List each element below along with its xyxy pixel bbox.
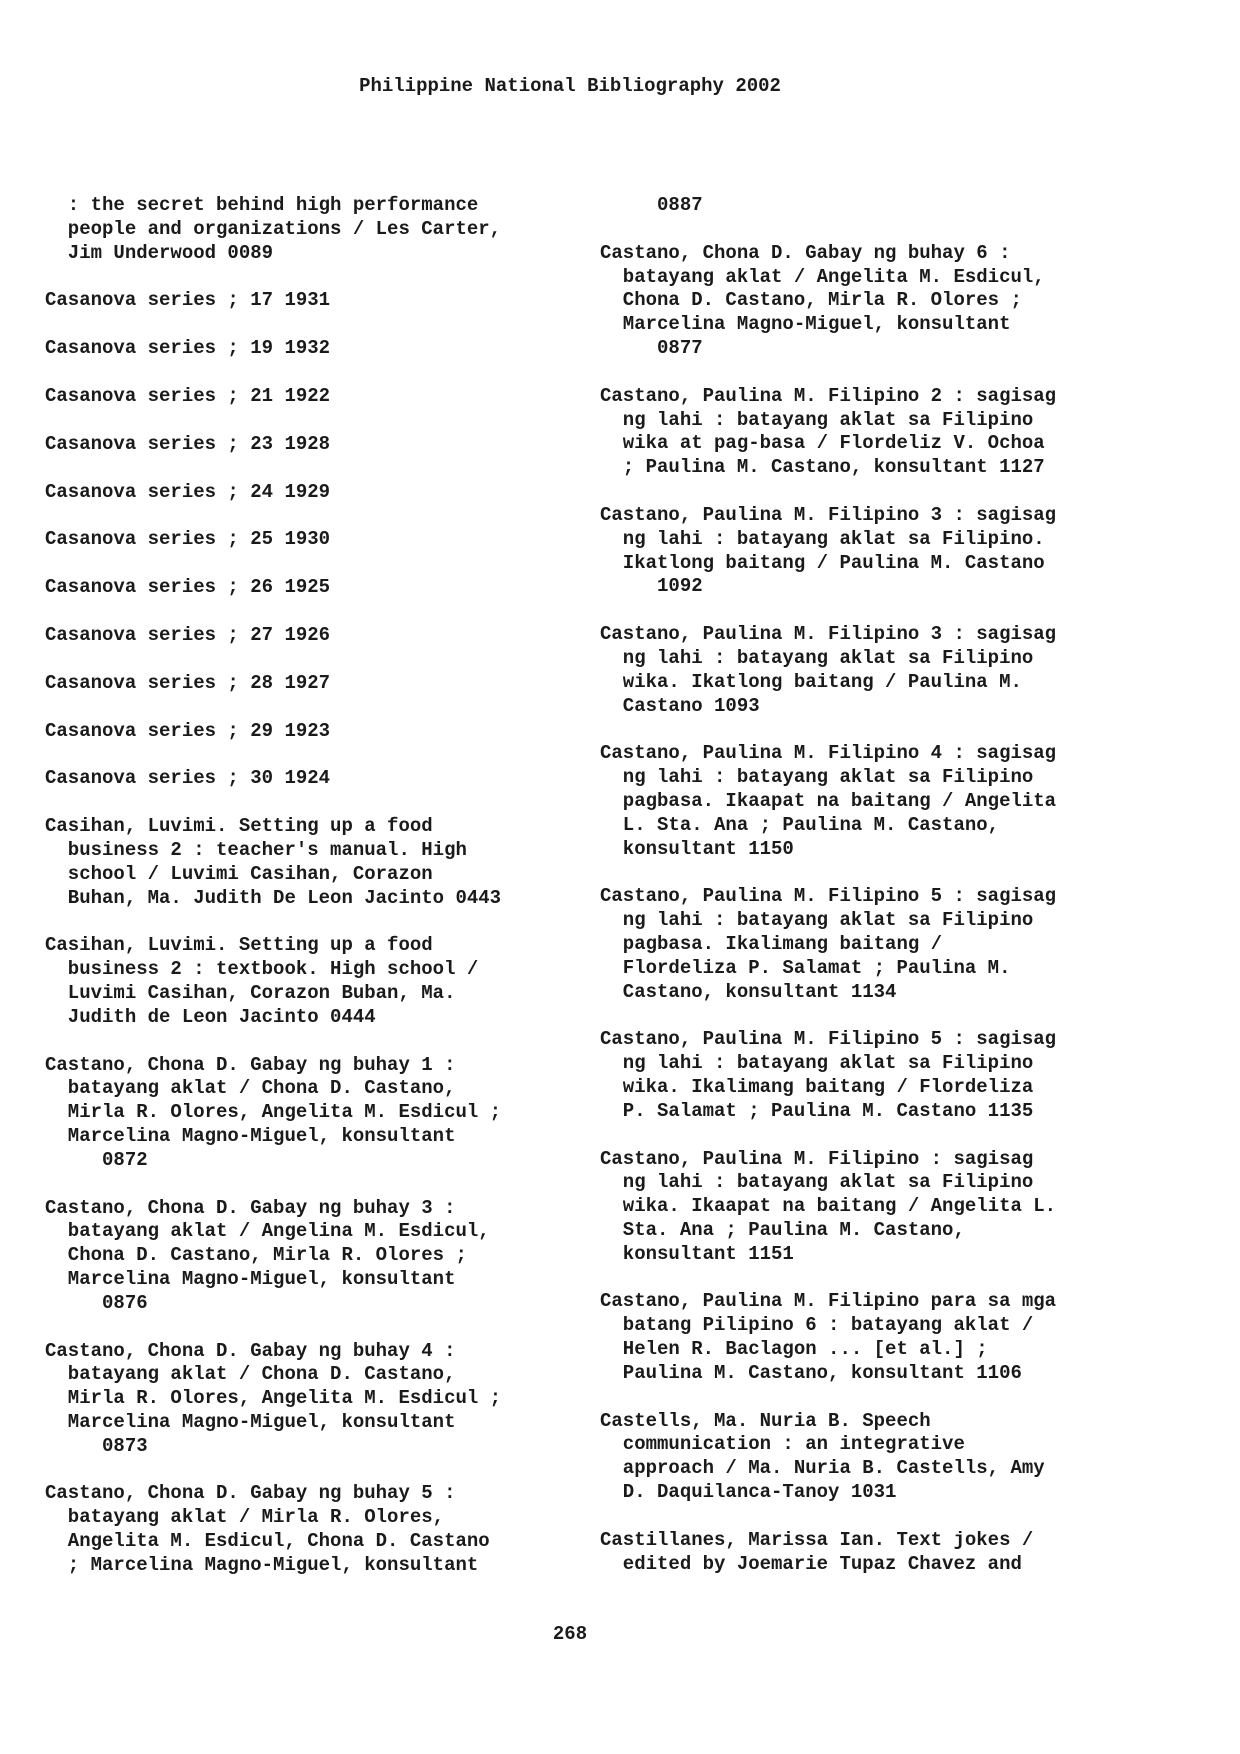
bibliography-entry xyxy=(600,742,1120,861)
bibliography-entry xyxy=(45,1054,565,1173)
bibliography-entry xyxy=(45,934,565,1029)
bibliography-entry xyxy=(600,885,1120,1004)
entry-line: wika. Ikatlong baitang / Paulina M. xyxy=(600,670,1022,693)
entry-line: batayang aklat / Angelina M. Esdicul, xyxy=(45,1220,490,1243)
bibliography-entry xyxy=(45,433,565,457)
bibliography-entry xyxy=(45,194,565,265)
entry-line: Castano, Chona D. Gabay ng buhay 4 : xyxy=(45,1339,456,1362)
bibliography-entry xyxy=(600,242,1120,361)
entry-line: school / Luvimi Casihan, Corazon xyxy=(45,862,433,885)
bibliography-entry xyxy=(600,504,1120,599)
entry-line: Judith de Leon Jacinto 0444 xyxy=(45,1005,376,1028)
entry-line: batayang aklat / Chona D. Castano, xyxy=(45,1363,456,1386)
left-column xyxy=(45,194,565,1602)
entry-line: Casanova series ; 25 1930 xyxy=(45,528,331,551)
entry-line: D. Daquilanca-Tanoy 1031 xyxy=(600,1481,897,1504)
entry-line: ng lahi : batayang aklat sa Filipino xyxy=(600,408,1034,431)
bibliography-entry xyxy=(45,767,565,791)
entry-line: Casanova series ; 23 1928 xyxy=(45,432,331,455)
entry-line: ; Marcelina Magno-Miguel, konsultant xyxy=(45,1553,479,1576)
entry-line: 1092 xyxy=(600,575,703,598)
page-number: 268 xyxy=(552,1623,588,1645)
entry-line: ng lahi : batayang aklat sa Filipino xyxy=(600,1052,1034,1075)
entry-line: Mirla R. Olores, Angelita M. Esdicul ; xyxy=(45,1101,502,1124)
entry-line: Angelita M. Esdicul, Chona D. Castano xyxy=(45,1530,490,1553)
entry-line: Sta. Ana ; Paulina M. Castano, xyxy=(600,1218,965,1241)
entry-line: Casanova series ; 24 1929 xyxy=(45,480,331,503)
entry-line: Chona D. Castano, Mirla R. Olores ; xyxy=(45,1244,467,1267)
bibliography-entry xyxy=(45,385,565,409)
entry-line: Castano, Chona D. Gabay ng buhay 1 : xyxy=(45,1053,456,1076)
bibliography-entry xyxy=(45,337,565,361)
entry-line: Buhan, Ma. Judith De Leon Jacinto 0443 xyxy=(45,886,502,909)
bibliography-entry xyxy=(600,385,1120,480)
bibliography-entry xyxy=(600,194,1120,218)
entry-line: Marcelina Magno-Miguel, konsultant xyxy=(45,1410,456,1433)
entry-line: ng lahi : batayang aklat sa Filipino xyxy=(600,1171,1034,1194)
bibliography-entry xyxy=(600,1148,1120,1267)
entry-line: Luvimi Casihan, Corazon Buban, Ma. xyxy=(45,981,456,1004)
entry-line: approach / Ma. Nuria B. Castells, Amy xyxy=(600,1457,1045,1480)
entry-line: Casanova series ; 29 1923 xyxy=(45,719,331,742)
entry-line: Paulina M. Castano, konsultant 1106 xyxy=(600,1361,1022,1384)
entry-line: business 2 : textbook. High school / xyxy=(45,958,479,981)
bibliography-entry xyxy=(45,815,565,910)
entry-line: pagbasa. Ikalimang baitang / xyxy=(600,932,943,955)
entry-line: Castano, Paulina M. Filipino 4 : sagisag xyxy=(600,742,1057,765)
entry-line: Casanova series ; 17 1931 xyxy=(45,289,331,312)
entry-line: Castells, Ma. Nuria B. Speech xyxy=(600,1409,931,1432)
right-column xyxy=(600,194,1120,1600)
entry-line: wika at pag-basa / Flordeliz V. Ochoa xyxy=(600,432,1045,455)
entry-line: Casanova series ; 21 1922 xyxy=(45,384,331,407)
entry-line: wika. Ikaapat na baitang / Angelita L. xyxy=(600,1195,1057,1218)
entry-line: Ikatlong baitang / Paulina M. Castano xyxy=(600,551,1045,574)
entry-line: batayang aklat / Chona D. Castano, xyxy=(45,1077,456,1100)
bibliography-entry xyxy=(45,1197,565,1316)
entry-line: wika. Ikalimang baitang / Flordeliza xyxy=(600,1075,1034,1098)
entry-line: communication : an integrative xyxy=(600,1433,965,1456)
entry-line: 0876 xyxy=(45,1291,148,1314)
entry-line: Casanova series ; 26 1925 xyxy=(45,576,331,599)
entry-line: ng lahi : batayang aklat sa Filipino xyxy=(600,646,1034,669)
entry-line: Marcelina Magno-Miguel, konsultant xyxy=(45,1267,456,1290)
entry-line: Marcelina Magno-Miguel, konsultant xyxy=(45,1124,456,1147)
entry-line: Castano, Paulina M. Filipino 5 : sagisag xyxy=(600,885,1057,908)
bibliography-entry xyxy=(45,528,565,552)
entry-line: Castano, Paulina M. Filipino para sa mga xyxy=(600,1290,1057,1313)
entry-line: konsultant 1150 xyxy=(600,837,794,860)
bibliography-entry xyxy=(600,1410,1120,1505)
entry-line: Castano, Paulina M. Filipino 5 : sagisag xyxy=(600,1028,1057,1051)
bibliography-entry xyxy=(600,1529,1120,1577)
entry-line: pagbasa. Ikaapat na baitang / Angelita xyxy=(600,789,1057,812)
entry-line: Castano, Paulina M. Filipino 2 : sagisag xyxy=(600,384,1057,407)
bibliography-entry xyxy=(45,1340,565,1459)
bibliography-entry xyxy=(45,289,565,313)
entry-line: 0887 xyxy=(600,194,703,216)
entry-line: ng lahi : batayang aklat sa Filipino xyxy=(600,909,1034,932)
bibliography-entry xyxy=(600,1028,1120,1123)
bibliography-entry xyxy=(45,1482,565,1577)
entry-line: Casanova series ; 30 1924 xyxy=(45,767,331,790)
entry-line: Castano, konsultant 1134 xyxy=(600,980,897,1003)
entry-line: Castano, Paulina M. Filipino 3 : sagisag xyxy=(600,623,1057,646)
entry-line: 0873 xyxy=(45,1434,148,1457)
entry-line: Jim Underwood 0089 xyxy=(45,241,274,264)
entry-line: Marcelina Magno-Miguel, konsultant xyxy=(600,313,1011,336)
entry-line: ng lahi : batayang aklat sa Filipino xyxy=(600,766,1034,789)
entry-line: konsultant 1151 xyxy=(600,1242,794,1265)
entry-line: Casanova series ; 28 1927 xyxy=(45,671,331,694)
entry-line: : the secret behind high performance xyxy=(45,194,479,216)
entry-line: Castano 1093 xyxy=(600,694,760,717)
entry-line: ng lahi : batayang aklat sa Filipino. xyxy=(600,527,1045,550)
entry-line: P. Salamat ; Paulina M. Castano 1135 xyxy=(600,1099,1034,1122)
entry-line: Casanova series ; 27 1926 xyxy=(45,623,331,646)
bibliography-entry xyxy=(600,1290,1120,1385)
entry-line: people and organizations / Les Carter, xyxy=(45,217,502,240)
running-header: Philippine National Bibliography 2002 xyxy=(359,75,781,97)
entry-line: Castillanes, Marissa Ian. Text jokes / xyxy=(600,1528,1034,1551)
entry-line: Flordeliza P. Salamat ; Paulina M. xyxy=(600,956,1011,979)
entry-line: batayang aklat / Mirla R. Olores, xyxy=(45,1506,445,1529)
entry-line: Castano, Paulina M. Filipino : sagisag xyxy=(600,1147,1034,1170)
bibliography-entry xyxy=(45,672,565,696)
entry-line: 0872 xyxy=(45,1148,148,1171)
entry-line: 0877 xyxy=(600,336,703,359)
bibliography-entry xyxy=(45,720,565,744)
entry-line: Chona D. Castano, Mirla R. Olores ; xyxy=(600,289,1022,312)
bibliography-entry xyxy=(600,623,1120,718)
entry-line: ; Paulina M. Castano, konsultant 1127 xyxy=(600,456,1045,479)
bibliography-entry xyxy=(45,481,565,505)
entry-line: Casihan, Luvimi. Setting up a food xyxy=(45,815,433,838)
entry-line: Helen R. Baclagon ... [et al.] ; xyxy=(600,1338,988,1361)
entry-line: Casihan, Luvimi. Setting up a food xyxy=(45,934,433,957)
entry-line: business 2 : teacher's manual. High xyxy=(45,838,467,861)
entry-line: Castano, Chona D. Gabay ng buhay 3 : xyxy=(45,1196,456,1219)
entry-line: batang Pilipino 6 : batayang aklat / xyxy=(600,1314,1034,1337)
entry-line: Castano, Paulina M. Filipino 3 : sagisag xyxy=(600,503,1057,526)
entry-line: Mirla R. Olores, Angelita M. Esdicul ; xyxy=(45,1387,502,1410)
entry-line: batayang aklat / Angelita M. Esdicul, xyxy=(600,265,1045,288)
entry-line: edited by Joemarie Tupaz Chavez and xyxy=(600,1552,1022,1575)
bibliography-entry xyxy=(45,624,565,648)
entry-line: Castano, Chona D. Gabay ng buhay 6 : xyxy=(600,241,1011,264)
bibliography-entry xyxy=(45,576,565,600)
entry-line: Casanova series ; 19 1932 xyxy=(45,337,331,360)
entry-line: L. Sta. Ana ; Paulina M. Castano, xyxy=(600,813,1000,836)
entry-line: Castano, Chona D. Gabay ng buhay 5 : xyxy=(45,1482,456,1505)
